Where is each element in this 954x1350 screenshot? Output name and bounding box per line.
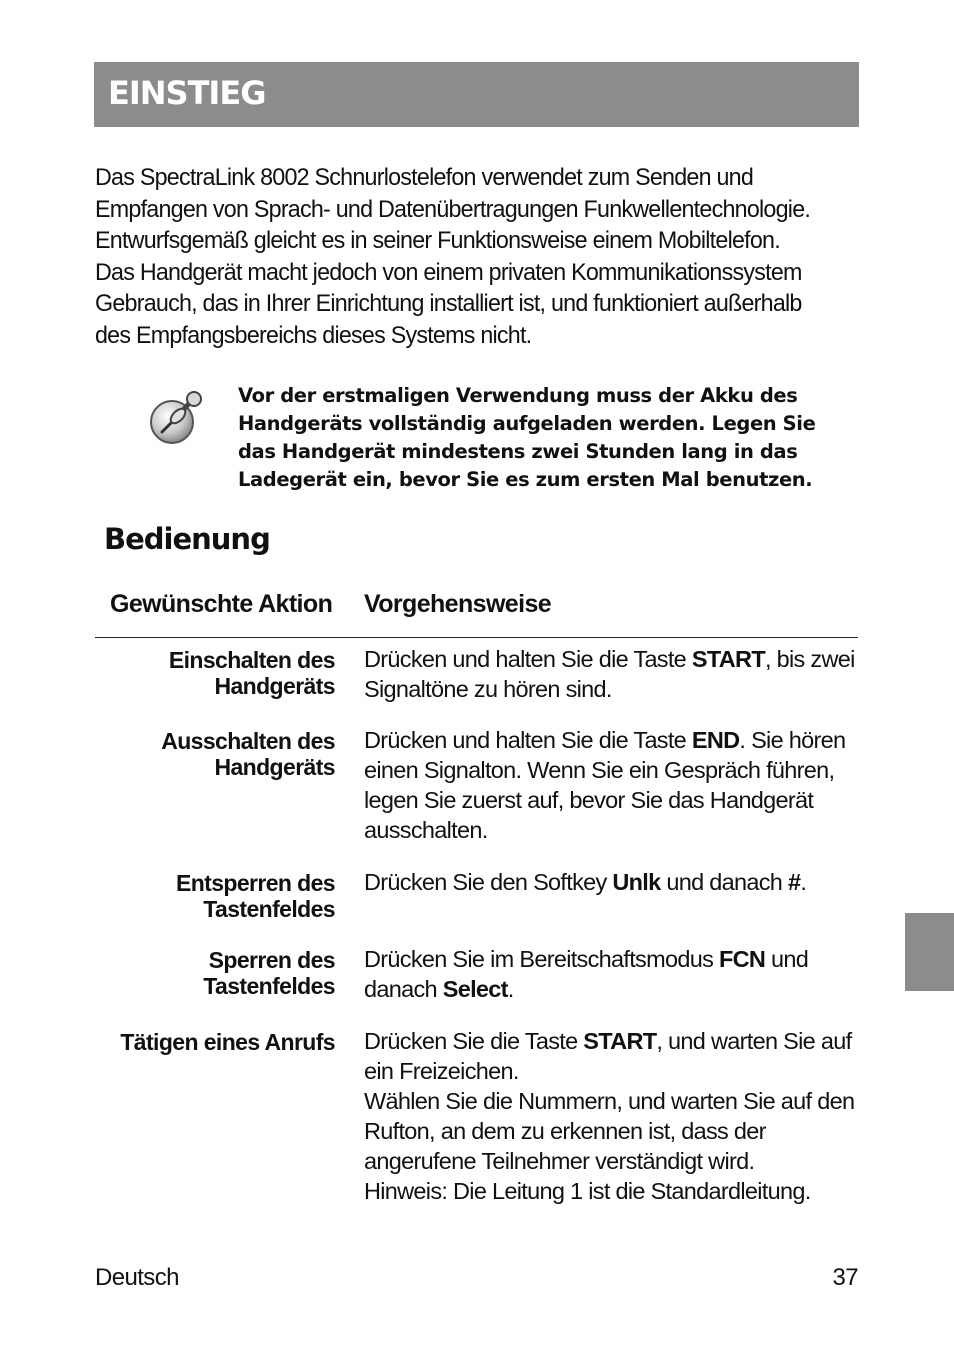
- procedure-line: Drücken Sie die Taste START, und warten Sie auf: [364, 1028, 852, 1054]
- action-line: Tastenfeldes: [203, 973, 335, 999]
- table-header-divider: [95, 637, 858, 638]
- procedure-line: einen Signalton. Wenn Sie ein Gespräch führen,: [364, 757, 835, 783]
- procedure-line: angerufene Teilnehmer verständigt wird.: [364, 1148, 755, 1174]
- note-line: Vor der erstmaligen Verwendung muss der Akku des: [238, 384, 798, 407]
- chapter-thumb-tab: [905, 913, 954, 991]
- intro-line: Gebrauch, das in Ihrer Einrichtung installiert ist, und funktioniert außerhalb: [95, 290, 802, 318]
- chapter-title: EINSTIEG: [108, 74, 266, 112]
- column-header-action: Gewünschte Aktion: [110, 590, 333, 618]
- table-row-action: [176, 870, 335, 922]
- procedure-line: danach Select.: [364, 976, 514, 1002]
- note-line: das Handgerät mindestens zwei Stunden lang in das: [238, 440, 798, 463]
- action-line: Ausschalten des: [161, 728, 335, 754]
- table-row-action: [120, 1029, 335, 1055]
- procedure-line: Drücken Sie den Softkey Unlk und danach #.: [364, 869, 807, 895]
- procedure-line: ein Freizeichen.: [364, 1058, 519, 1084]
- action-line: Sperren des: [208, 947, 335, 973]
- action-line: Entsperren des: [175, 870, 335, 896]
- chapter-header-bar: [94, 62, 859, 127]
- procedure-line: Wählen Sie die Nummern, und warten Sie auf den: [364, 1088, 855, 1114]
- intro-line: des Empfangsbereichs dieses Systems nicht.: [95, 321, 532, 349]
- column-header-procedure: Vorgehensweise: [364, 590, 552, 618]
- table-row-action: [169, 647, 335, 699]
- table-row-procedure: [364, 644, 864, 704]
- action-line: Handgeräts: [214, 673, 335, 699]
- table-row-action: [161, 728, 335, 780]
- table-row-procedure: [364, 944, 864, 1004]
- procedure-line: ausschalten.: [364, 817, 488, 843]
- intro-line: Entwurfsgemäß gleicht es in seiner Funktionsweise einem Mobiltelefon.: [95, 227, 780, 255]
- pushpin-icon: [148, 390, 206, 448]
- intro-paragraph: [95, 162, 827, 352]
- procedure-line: Hinweis: Die Leitung 1 ist die Standardleitung.: [364, 1178, 811, 1204]
- intro-line: Das Handgerät macht jedoch von einem privaten Kommunikationssystem: [95, 258, 802, 286]
- intro-line: Das SpectraLink 8002 Schnurlostelefon verwendet zum Senden und: [95, 164, 754, 191]
- intro-line: Empfangen von Sprach- und Datenübertragungen Funkwellentechnologie.: [95, 195, 811, 223]
- note-text: [238, 382, 815, 494]
- procedure-line: legen Sie zuerst auf, bevor Sie das Handgerät: [364, 787, 814, 813]
- procedure-line: Rufton, an dem zu erkennen ist, dass der: [364, 1118, 766, 1144]
- action-line: Einschalten des: [168, 647, 335, 673]
- section-title: Bedienung: [104, 522, 270, 556]
- action-line: Tätigen eines Anrufs: [120, 1029, 335, 1055]
- table-row-procedure: [364, 1026, 864, 1206]
- note-line: Ladegerät ein, bevor Sie es zum ersten Mal benutzen.: [238, 468, 813, 491]
- procedure-line: Drücken Sie im Bereitschaftsmodus FCN und: [364, 946, 809, 972]
- action-line: Handgeräts: [214, 754, 335, 780]
- page-number: 37: [832, 1264, 858, 1291]
- table-row-procedure: [364, 725, 864, 845]
- action-line: Tastenfeldes: [203, 896, 335, 922]
- table-row-procedure: [364, 867, 864, 897]
- table-row-action: [203, 947, 335, 999]
- procedure-line: Drücken und halten Sie die Taste END. Sie hören: [364, 727, 846, 753]
- procedure-line: Drücken und halten Sie die Taste START, bis zwei: [364, 646, 855, 672]
- note-line: Handgeräts vollständig aufgeladen werden. Legen Sie: [238, 412, 816, 435]
- procedure-line: Signaltöne zu hören sind.: [364, 676, 612, 702]
- footer-language: Deutsch: [95, 1264, 179, 1291]
